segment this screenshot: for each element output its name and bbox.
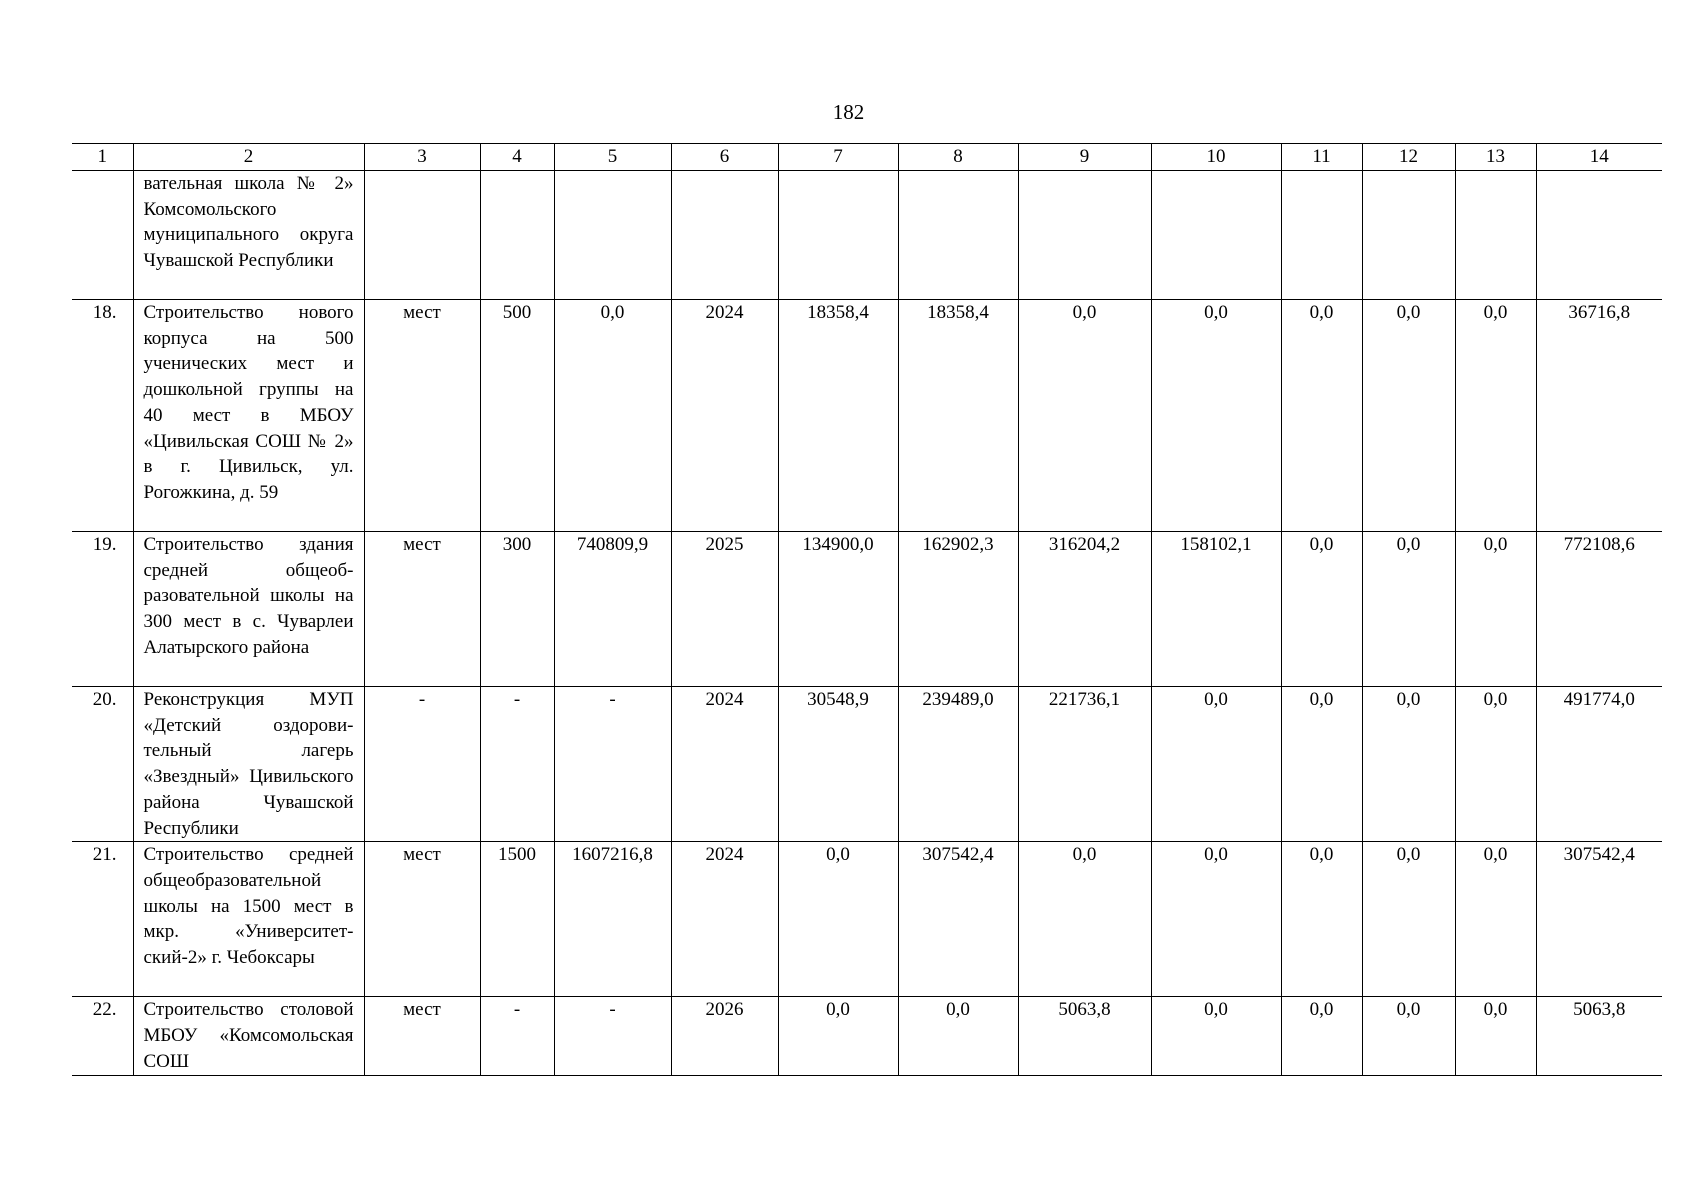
unit-cell: мест (364, 842, 480, 997)
value-cell: 307542,4 (898, 842, 1018, 997)
unit-cell: - (364, 687, 480, 842)
value-cell: 158102,1 (1151, 532, 1281, 687)
year-cell: 2024 (671, 687, 778, 842)
estimate-cell: - (554, 687, 671, 842)
value-cell: 0,0 (1362, 300, 1455, 532)
object-name-cell: вательная школа № 2» Комсомольского муниципального округа Чувашской Республики (133, 171, 364, 300)
empty-cell (1362, 171, 1455, 300)
column-header: 12 (1362, 144, 1455, 171)
year-cell: 2026 (671, 997, 778, 1076)
value-cell: 0,0 (1151, 687, 1281, 842)
value-cell: 134900,0 (778, 532, 898, 687)
value-cell: 30548,9 (778, 687, 898, 842)
capacity-cell: 500 (480, 300, 554, 532)
empty-cell (1536, 171, 1662, 300)
table-row (72, 687, 1662, 842)
value-cell: 0,0 (1362, 997, 1455, 1076)
year-cell: 2024 (671, 300, 778, 532)
column-header: 6 (671, 144, 778, 171)
value-cell: 18358,4 (778, 300, 898, 532)
value-cell: 0,0 (1362, 842, 1455, 997)
value-cell: 0,0 (1362, 532, 1455, 687)
capacity-cell: - (480, 687, 554, 842)
value-cell: 0,0 (1455, 842, 1536, 997)
unit-cell: мест (364, 532, 480, 687)
value-cell: 0,0 (1018, 300, 1151, 532)
object-name-cell: Строительство здания средней общеобразовательной школы на 300 мест в с. Чуварлеи Алатырского района (133, 532, 364, 687)
empty-cell (554, 171, 671, 300)
total-cell: 36716,8 (1536, 300, 1662, 532)
value-cell: 239489,0 (898, 687, 1018, 842)
value-cell: 5063,8 (1018, 997, 1151, 1076)
object-name-cell: Реконструкция МУП «Детский оздоровительный лагерь «Звездный» Цивильского района Чувашской Республики (133, 687, 364, 842)
column-header: 9 (1018, 144, 1151, 171)
value-cell: 0,0 (1455, 532, 1536, 687)
value-cell: 0,0 (1151, 300, 1281, 532)
empty-cell (1018, 171, 1151, 300)
value-cell: 0,0 (1281, 842, 1362, 997)
column-header: 8 (898, 144, 1018, 171)
column-header: 11 (1281, 144, 1362, 171)
estimate-cell: 1607216,8 (554, 842, 671, 997)
row-number-cell: 19. (72, 532, 133, 687)
table-row (72, 842, 1662, 997)
row-number-cell (72, 171, 133, 300)
column-header: 13 (1455, 144, 1536, 171)
row-number-cell: 22. (72, 997, 133, 1076)
column-header: 14 (1536, 144, 1662, 171)
column-header: 7 (778, 144, 898, 171)
row-number-cell: 20. (72, 687, 133, 842)
column-number-row (72, 144, 1662, 171)
value-cell: 0,0 (1362, 687, 1455, 842)
total-cell: 491774,0 (1536, 687, 1662, 842)
capacity-cell: - (480, 997, 554, 1076)
value-cell: 162902,3 (898, 532, 1018, 687)
empty-cell (671, 171, 778, 300)
value-cell: 0,0 (1455, 997, 1536, 1076)
value-cell: 0,0 (898, 997, 1018, 1076)
estimate-cell: - (554, 997, 671, 1076)
capacity-cell: 1500 (480, 842, 554, 997)
estimate-cell: 740809,9 (554, 532, 671, 687)
value-cell: 221736,1 (1018, 687, 1151, 842)
value-cell: 0,0 (1281, 687, 1362, 842)
value-cell: 0,0 (1281, 300, 1362, 532)
table-row (72, 532, 1662, 687)
value-cell: 0,0 (1151, 842, 1281, 997)
row-number-cell: 18. (72, 300, 133, 532)
row-number-cell: 21. (72, 842, 133, 997)
total-cell: 5063,8 (1536, 997, 1662, 1076)
unit-cell: мест (364, 997, 480, 1076)
value-cell: 18358,4 (898, 300, 1018, 532)
empty-cell (778, 171, 898, 300)
value-cell: 0,0 (778, 842, 898, 997)
unit-cell: мест (364, 300, 480, 532)
table-row (72, 300, 1662, 532)
column-header: 5 (554, 144, 671, 171)
total-cell: 772108,6 (1536, 532, 1662, 687)
value-cell: 0,0 (1455, 687, 1536, 842)
investment-table (72, 143, 1662, 1076)
empty-cell (1455, 171, 1536, 300)
estimate-cell: 0,0 (554, 300, 671, 532)
value-cell: 0,0 (1018, 842, 1151, 997)
column-header: 10 (1151, 144, 1281, 171)
column-header: 3 (364, 144, 480, 171)
table-row-continuation (72, 171, 1662, 300)
empty-cell (480, 171, 554, 300)
table-row (72, 997, 1662, 1076)
value-cell: 0,0 (1455, 300, 1536, 532)
year-cell: 2025 (671, 532, 778, 687)
column-header: 4 (480, 144, 554, 171)
empty-cell (1151, 171, 1281, 300)
column-header: 2 (133, 144, 364, 171)
value-cell: 316204,2 (1018, 532, 1151, 687)
empty-cell (898, 171, 1018, 300)
page-number: 182 (832, 100, 865, 124)
capacity-cell: 300 (480, 532, 554, 687)
object-name-cell: Строительство средней общеобразовательной школы на 1500 мест в мкр. «Университетский-2» г. Чебоксары (133, 842, 364, 997)
empty-cell (1281, 171, 1362, 300)
object-name-cell: Строительство столовой МБОУ «Комсомольская СОШ (133, 997, 364, 1076)
value-cell: 0,0 (778, 997, 898, 1076)
value-cell: 0,0 (1151, 997, 1281, 1076)
total-cell: 307542,4 (1536, 842, 1662, 997)
column-header: 1 (72, 144, 133, 171)
year-cell: 2024 (671, 842, 778, 997)
value-cell: 0,0 (1281, 997, 1362, 1076)
object-name-cell: Строительство нового корпуса на 500 ученических мест и дошкольной группы на 40 мест в МБОУ «Цивильская СОШ № 2» в г. Цивильск, ул. Рогожкина, д. 59 (133, 300, 364, 532)
value-cell: 0,0 (1281, 532, 1362, 687)
empty-cell (364, 171, 480, 300)
